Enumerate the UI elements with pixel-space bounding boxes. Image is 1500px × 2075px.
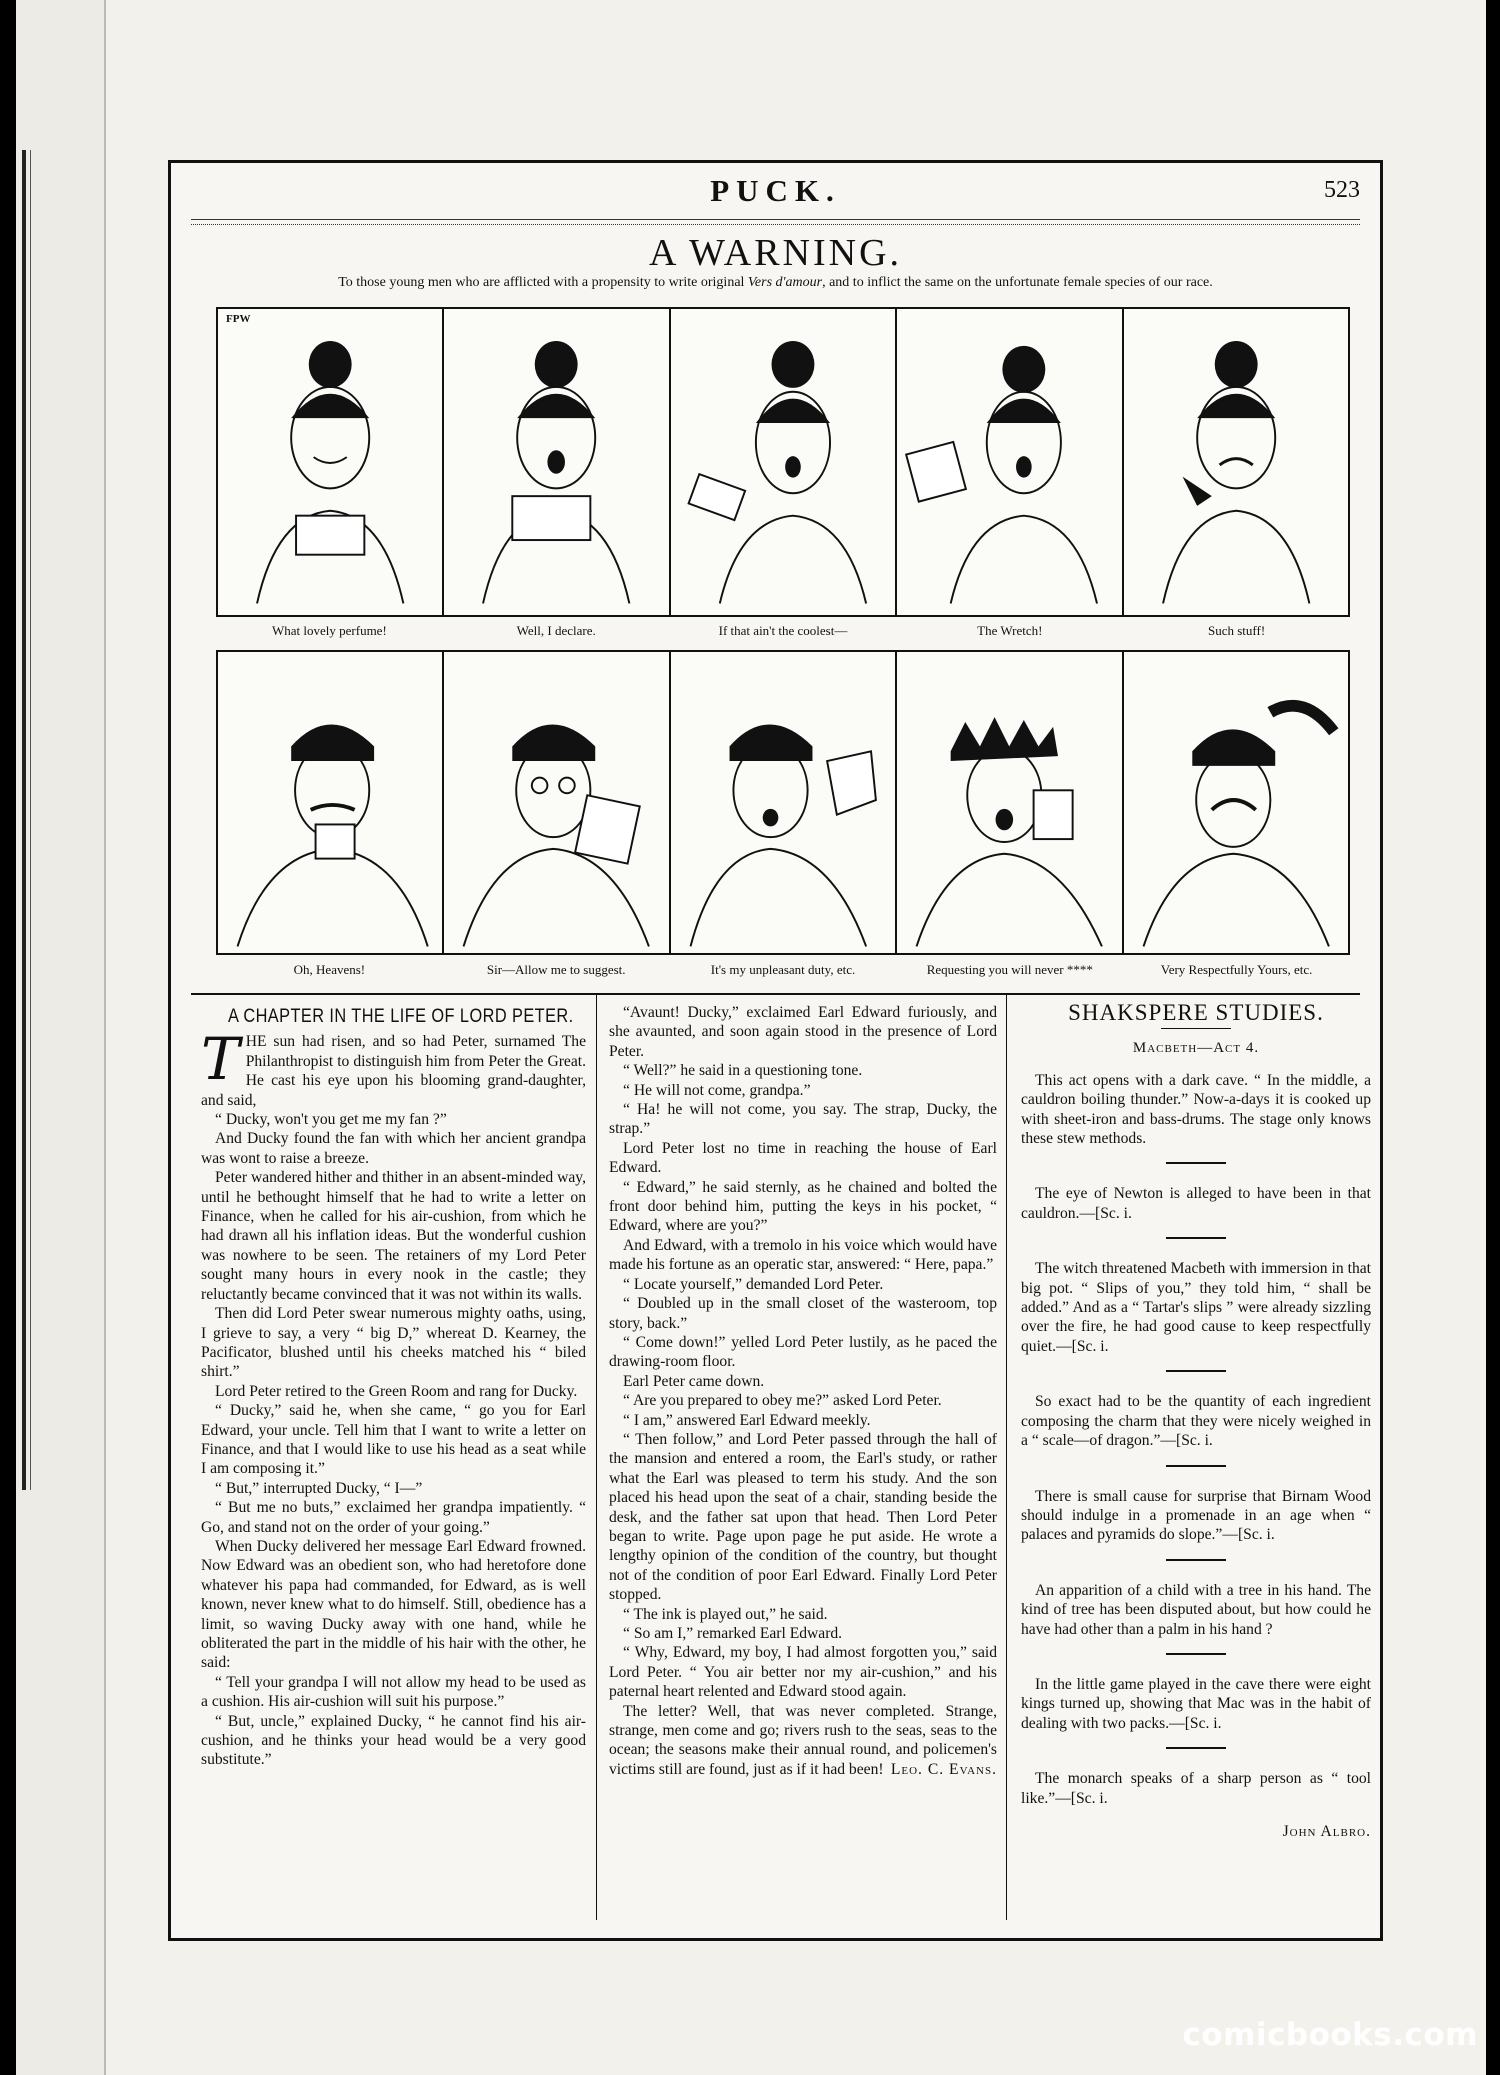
cartoon-subtitle [171,275,1380,291]
panel-caption: Such stuff! [1207,623,1266,638]
section-divider [1166,1162,1226,1164]
story-paragraph: Lord Peter lost no time in reaching the house of Earl Edward. [609,1139,997,1177]
drop-cap: T [201,1025,240,1094]
studies-author: John Albro. [1282,1822,1371,1840]
studies-item: The witch threatened Macbeth with immersion in that big pot. “ Slips of you,” they told him, “ shall be added.” And as a “ Tartar's slips ” were already sizzling over the fire, he had good cause to keep respectfully quiet.—[Sc. i. [1021,1260,1371,1355]
story-paragraph: “ Then follow,” and Lord Peter passed through the hall of the mansion and entered a room, the Earl's study, or rather what the Earl was pleased to term his study. And the son placed his head upon the seat of a chair, standing beside the desk, and the father sat upon that head. Then Lord Peter began to write. Page upon page he put aside. He wrote a lengthy opinion of the condition of the country, but thought not of the condition of poor Earl Edward. Finally Lord Peter stopped. [609,1430,997,1604]
panel-caption: Very Respectfully Yours, etc. [1160,962,1313,977]
story-paragraphs-col1 [201,1110,586,1770]
story-paragraph: The letter? Well, that was never completed. Strange, strange, men come and go; rivers rush to the seas, seas to the ocean; the seasons make their annual round, and policemen's victims still are found, just as if it had been! [609,1702,997,1778]
story-column-2 [609,1003,997,1780]
story-paragraph: And Ducky found the fan with which her ancient grandpa was wont to raise a breeze. [201,1130,586,1167]
story-paragraph: “ Doubled up in the small closet of the wasteroom, top story, back.” [609,1295,997,1332]
story-paragraph: “ Ducky,” said he, when she came, “ go you for Earl Edward, your uncle. Tell him that I want to write a letter on Finance, and that I would like to use his head as a seat while I am composing it.” [201,1402,586,1478]
artist-signature: FPW [226,313,251,325]
man-illustration [444,652,668,953]
man-illustration [1124,652,1348,953]
panel-caption: The Wretch! [977,623,1043,638]
woman-illustration [444,309,668,615]
story-paragraphs-col2 [609,1003,997,1779]
studies-items [1021,1071,1371,1808]
section-divider [1166,1237,1226,1239]
studies-item: An apparition of a child with a tree in his hand. The kind of tree has been disputed about, but how could he have had other than a palm in his hand ? [1021,1581,1371,1638]
column-rule [596,995,597,1920]
woman-illustration [671,309,895,615]
gutter-line [22,150,26,1490]
subtitle-start: To those young men who are afflicted with a propensity to write original [338,275,748,290]
story-paragraph: “ Why, Edward, my boy, I had almost forgotten you,” said Lord Peter. “ You air better nor my air-cushion,” and his paternal heart relented and Edward stood again. [609,1644,997,1701]
story-paragraph: “ He will not come, grandpa.” [623,1081,811,1099]
story-paragraph: “ Edward,” he said sternly, as he chained and bolted the front door behind him, putting the keys in his pocket, “ Edward, where are you?” [609,1178,997,1235]
studies-subtitle: Macbeth—Act 4. [1132,1040,1260,1057]
story-paragraph: “ Locate yourself,” demanded Lord Peter. [623,1275,884,1293]
story-paragraph: Lord Peter retired to the Green Room and rang for Ducky. [215,1382,578,1400]
cartoon-panel [669,650,897,955]
masthead-title: PUCK. [710,173,841,208]
top-strip-captions [216,623,1350,639]
story-paragraph: When Ducky delivered her message Earl Edward frowned. Now Edward was an obedient son, who had heretofore done whatever his papa had commanded, for Edward, as is well known, never knew what to do himself. Still, obedience has a limit, so waving Ducky away with one hand, while he obliterated the part in the middle of his hair with the other, he said: [201,1537,586,1672]
cartoon-strip-woman [216,307,1350,617]
studies-item: In the little game played in the cave there were eight kings turned up, showing that Mac was in the habit of dealing with two packs.—[Sc. i. [1021,1675,1371,1732]
bottom-strip-captions [216,962,1350,978]
story-column-1 [201,1007,586,1770]
section-divider [1166,1559,1226,1561]
story-paragraph: “ Are you prepared to obey me?” asked Lord Peter. [623,1392,942,1410]
studies-item: This act opens with a dark cave. “ In the middle, a cauldron boiling thunder.” Now-a-days it is cooked up with sheet-iron and bass-drums. The stage only knows these stew methods. [1021,1071,1371,1148]
cartoon-panel [1122,307,1350,617]
story-paragraph: And Edward, with a tremolo in his voice which would have made his fortune as an operatic star, answered: “ Here, papa.” [609,1236,997,1274]
cartoon-panel [216,650,444,955]
story-first-paragraph [201,1025,586,1110]
woman-illustration [897,309,1121,615]
story-paragraph: “ I am,” answered Earl Edward meekly. [623,1411,871,1429]
cartoon-panel [1122,650,1350,955]
story-paragraph: Peter wandered hither and thither in an absent-minded way, until he bethought himself that he had to write a letter on Finance, when he called for his air-cushion, from which he had drawn all his inflation ideas. But the wonderful cushion was nowhere to be seen. The retainers of my Lord Peter sought many hours in every nook in the castle; they reluctantly became convinced that it was not within its walls. [201,1169,586,1303]
studies-title: SHAKSPERE STUDIES. [1068,1000,1324,1025]
magazine-page-frame [168,160,1383,1941]
subtitle-italic: Vers d'amour [747,275,823,290]
story-title: A CHAPTER IN THE LIFE OF LORD PETER. [227,1006,574,1027]
first-paragraph-text: HE sun had risen, and so had Peter, surnamed The Philanthropist to distinguish him from Peter the Great. He cast his eye upon his blooming grand-daughter, and said, [201,1033,586,1109]
studies-item: So exact had to be the quantity of each ingredient composing the charm that they were nicely weighed in a “ scale—of dragon.”—[Sc. i. [1021,1393,1371,1450]
panel-caption: Sir—Allow me to suggest. [486,962,626,977]
section-divider [1166,1653,1226,1655]
section-divider [1166,1465,1226,1467]
story-paragraph: “ Ducky, won't you get me my fan ?” [215,1111,447,1129]
studies-item: The eye of Newton is alleged to have been in that cauldron.—[Sc. i. [1021,1185,1371,1222]
studies-item: The monarch speaks of a sharp person as “ tool like.”—[Sc. i. [1021,1770,1371,1807]
panel-caption: Requesting you will never **** [926,962,1093,977]
cartoon-panel [895,650,1123,955]
panel-caption: Oh, Heavens! [293,962,366,977]
masthead [191,173,1360,213]
story-paragraph: Then did Lord Peter swear numerous mighty oaths, using, I grieve to say, a very “ big D,” whereat D. Kearney, the Pacificator, blushed until his cheeks matched his “ biled shirt.” [201,1305,586,1381]
title-rule [1161,1028,1231,1029]
man-illustration [671,652,895,953]
section-divider [1166,1747,1226,1749]
story-paragraph: “ But, uncle,” explained Ducky, “ he cannot find his air-cushion, and he thinks your head would be a very good substitute.” [201,1712,586,1769]
cartoon-headline: A WARNING. [648,232,903,274]
panel-caption: What lovely perfume! [272,623,387,638]
panel-caption: Well, I declare. [516,623,596,638]
column-rule [1006,995,1007,1920]
cartoon-panel [669,307,897,617]
woman-illustration [1124,309,1348,615]
cartoon-strip-man [216,650,1350,955]
story-paragraph: “ Well?” he said in a questioning tone. [623,1062,863,1080]
panel-caption: If that ain't the coolest— [718,623,848,638]
section-divider [1166,1370,1226,1372]
story-paragraph: “ Come down!” yelled Lord Peter lustily, as he paced the drawing-room floor. [609,1333,997,1371]
story-paragraph: Earl Peter came down. [623,1372,765,1390]
cartoon-panel [442,650,670,955]
gutter-line-thin [30,150,31,1490]
panel-caption: It's my unpleasant duty, etc. [710,962,856,977]
story-paragraph: “ The ink is played out,” he said. [623,1605,828,1623]
cartoon-panel [216,307,444,617]
story-paragraph: “ Ha! he will not come, you say. The strap, Ducky, the strap.” [609,1101,997,1138]
cartoon-panel [895,307,1123,617]
shakspere-studies-column [1021,1000,1371,1841]
woman-illustration [218,309,442,615]
cartoon-panel [442,307,670,617]
man-illustration [897,652,1121,953]
story-paragraph: “ Tell your grandpa I will not allow my head to be used as a cushion. His air-cushion will suit his purpose.” [201,1673,586,1711]
site-watermark: comicbooks.com [1182,2017,1478,2053]
masthead-rule [191,219,1360,225]
story-paragraph: “ So am I,” remarked Earl Edward. [623,1625,843,1642]
man-illustration [218,652,442,953]
binding-gutter [16,0,106,2075]
story-author: Leo. C. Evans. [890,1761,997,1779]
page-number: 523 [1324,177,1360,203]
story-paragraph: “Avaunt! Ducky,” exclaimed Earl Edward furiously, and she avaunted, and soon again stood in the presence of Lord Peter. [609,1004,997,1060]
article-columns [191,993,1371,1920]
subtitle-end: , and to inflict the same on the unfortunate female species of our race. [822,275,1213,290]
story-paragraph: “ But me no buts,” exclaimed her grandpa impatiently. “ Go, and stand not on the order of your going.” [201,1499,586,1536]
story-paragraph: “ But,” interrupted Ducky, “ I—” [215,1479,423,1497]
studies-item: There is small cause for surprise that Birnam Wood should indulge in a promenade in an age when “ palaces and pyramids do slope.”—[Sc. i. [1021,1487,1371,1544]
